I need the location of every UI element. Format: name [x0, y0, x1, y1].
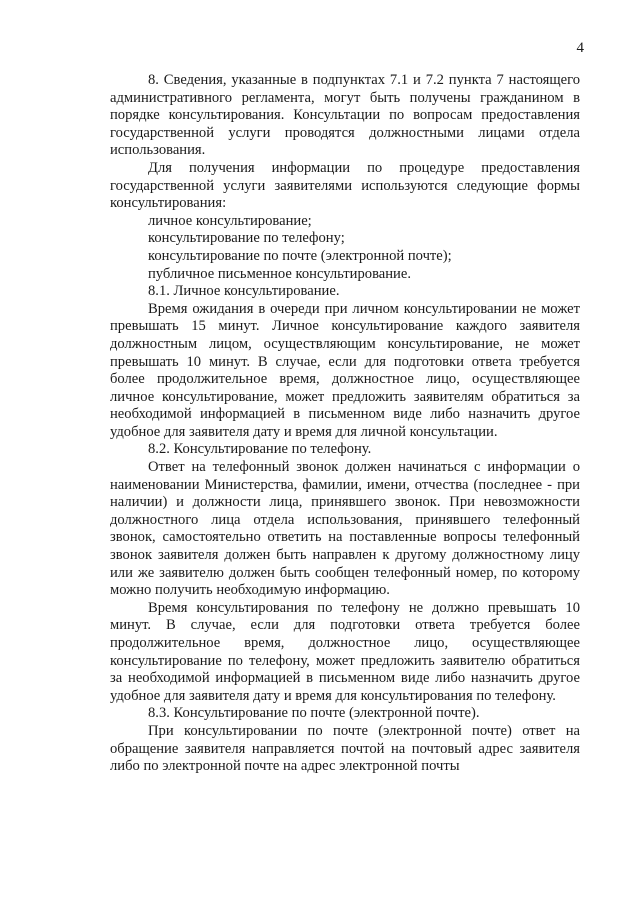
- subheading-8-2: 8.2. Консультирование по телефону.: [148, 441, 372, 458]
- paragraph-8-1-body: Время ожидания в очереди при личном консультировании не может превышать 15 минут. Личное консультирование каждого заявителя должностным лицом, осуществляющим консультирование, не может превышать 10 минут. В случае, если для подготовки ответа требуется более продолжительное время, должностное лицо, осуществляющее личное консультирование, может предложить заявителям обратиться за необходимой информацией в письменном виде либо назначить другое удобное для заявителя дату и время для личной консультации.: [110, 300, 580, 440]
- paragraph-8-intro: 8. Сведения, указанные в подпунктах 7.1 и 7.2 пункта 7 настоящего административного регламента, могут быть получены гражданином в порядке консультирования. Консультации по вопросам предоставления государственной услуги проводятся должностными лицами отдела использования.: [110, 72, 580, 159]
- list-item-public: публичное письменное консультирование.: [148, 265, 411, 282]
- subheading-8-1: 8.1. Личное консультирование.: [148, 283, 340, 300]
- list-item-email: консультирование по почте (электронной почте);: [148, 247, 452, 264]
- list-item-personal: личное консультирование;: [148, 212, 312, 229]
- paragraph-forms-intro: Для получения информации по процедуре предоставления государственной услуги заявителями используются следующие формы консультирования:: [110, 159, 580, 212]
- list-item-phone: консультирование по телефону;: [148, 230, 345, 247]
- subheading-8-3: 8.3. Консультирование по почте (электронной почте).: [148, 705, 480, 722]
- paragraph-8-2-body: Ответ на телефонный звонок должен начинаться с информации о наименовании Министерства, фамилии, имени, отчества (последнее - при наличии) и должности лица, принявшего звонок. При невозможности должностного лица отдела использования, принявшего телефонный звонок, самостоятельно ответить на поставленные вопросы телефонный звонок заявителя должен быть направлен к другому должностному лицу или же заявителю должен быть сообщен телефонный номер, по которому можно получить необходимую информацию.: [110, 459, 580, 599]
- page-number: 4: [576, 40, 584, 56]
- paragraph-8-2-time: Время консультирования по телефону не должно превышать 10 минут. В случае, если для подготовки ответа требуется более продолжительное время, должностное лицо, осуществляющее консультирование по телефону, может предложить заявителю обратиться за необходимой информацией в письменном виде либо назначить другое удобное для заявителя дату и время для консультирования по телефону.: [110, 599, 580, 704]
- paragraph-8-3-body: При консультировании по почте (электронной почте) ответ на обращение заявителя направляется почтой на почтовый адрес заявителя либо по электронной почте на адрес электронной почты: [110, 722, 580, 775]
- document-body: [110, 72, 580, 776]
